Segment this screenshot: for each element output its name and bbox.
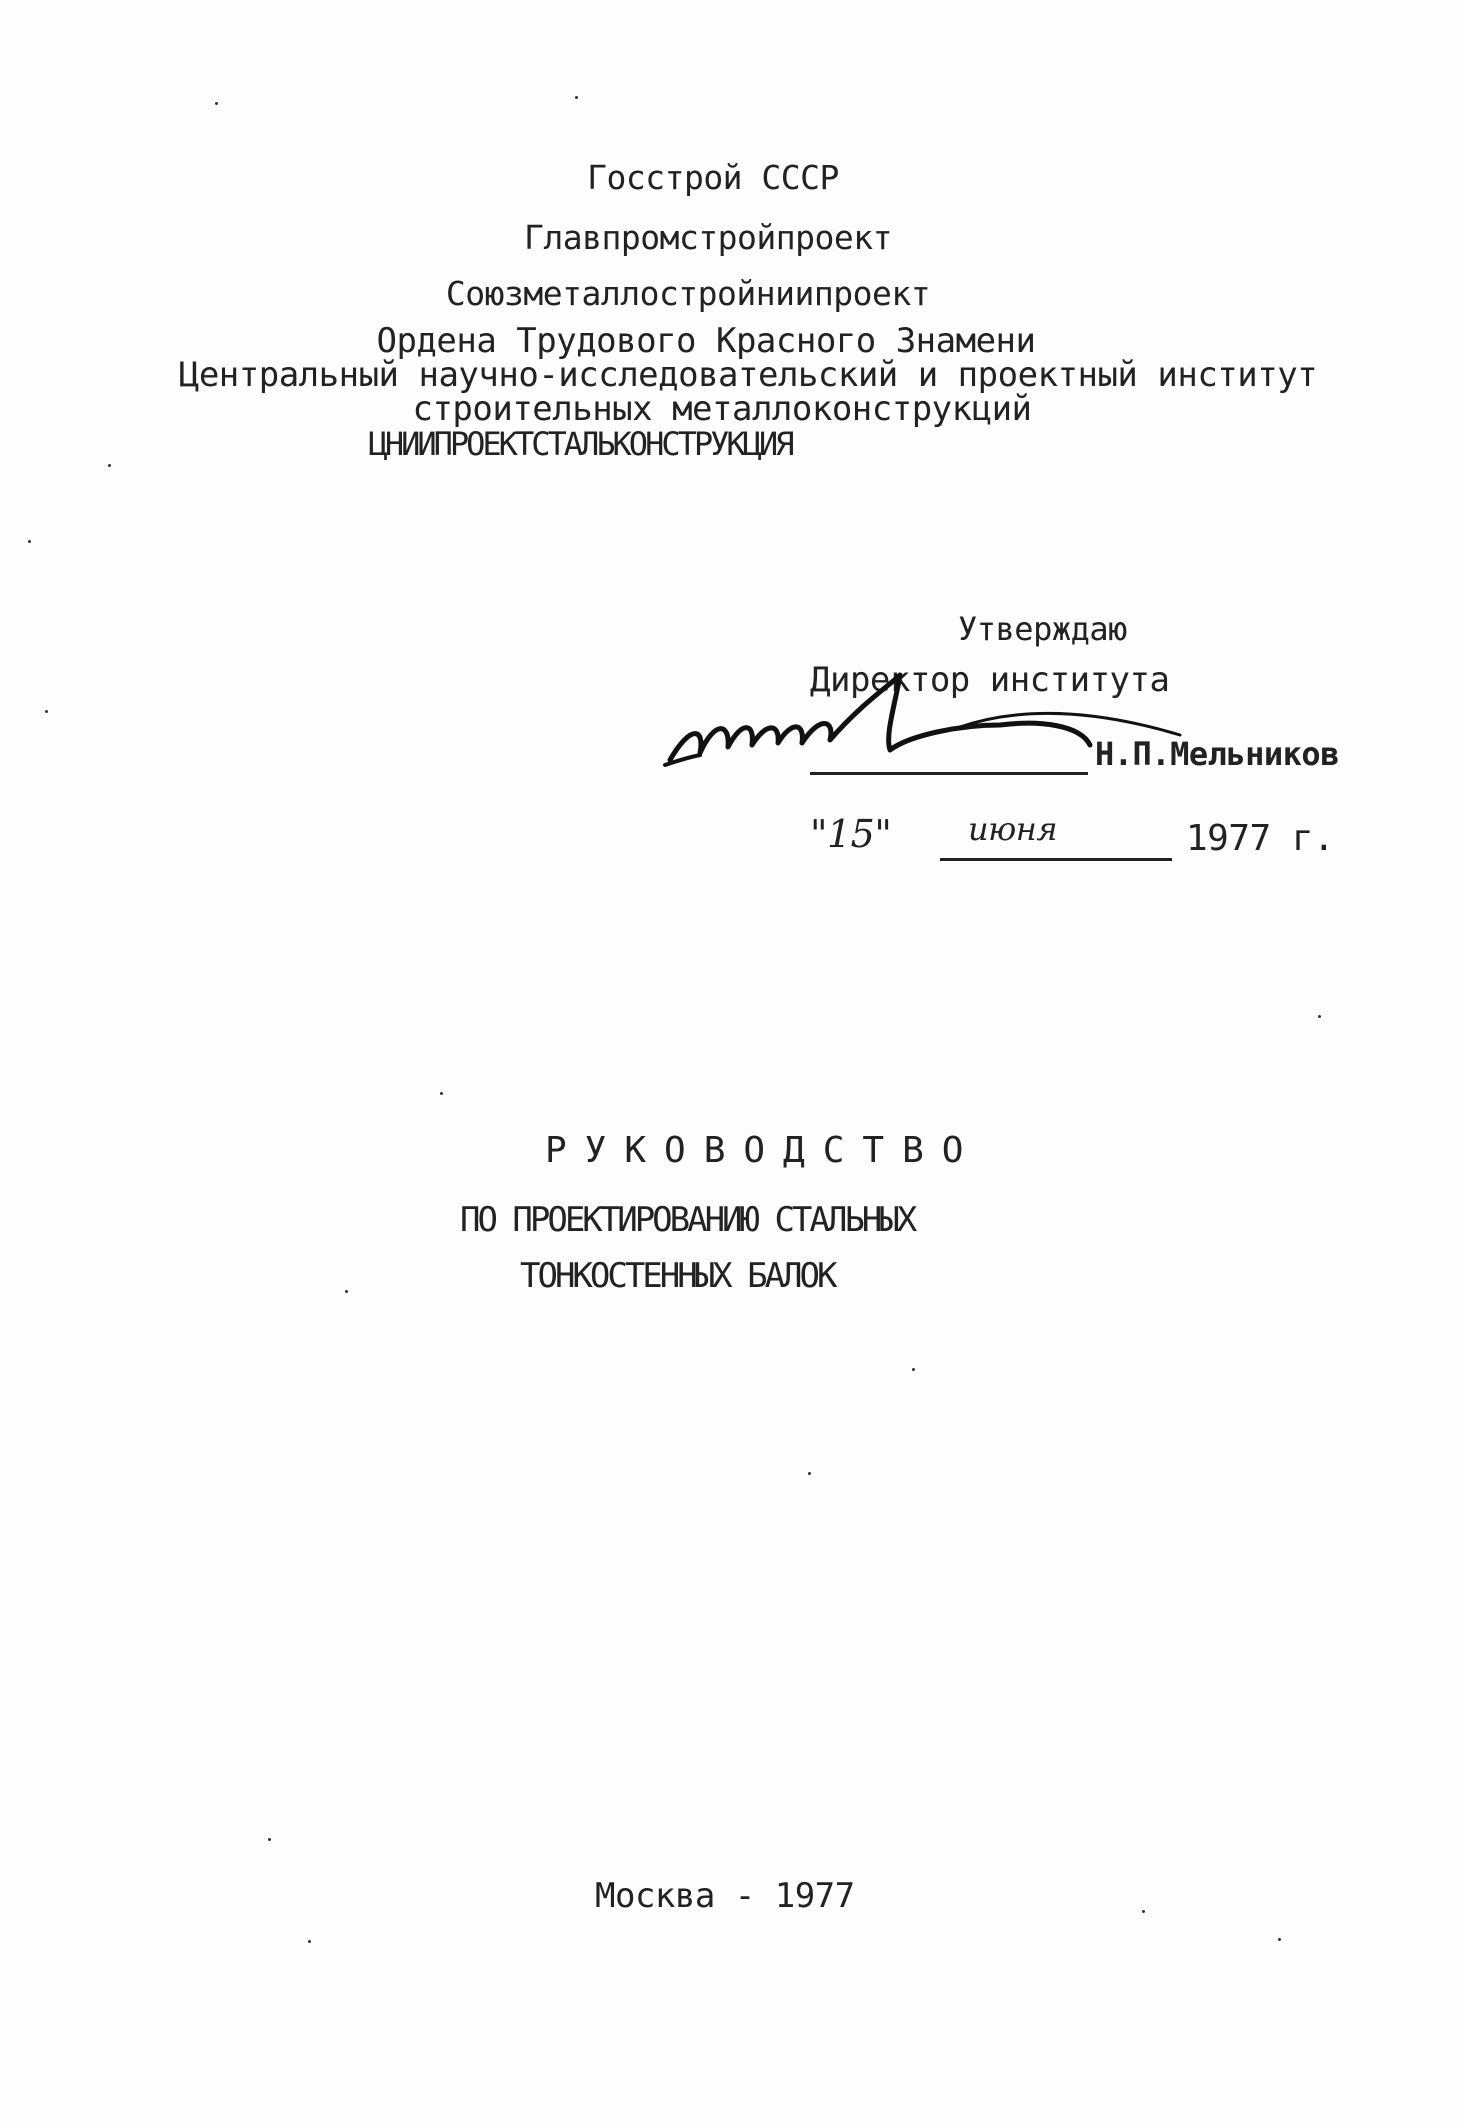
scan-speck xyxy=(440,1092,443,1095)
scan-speck xyxy=(268,1838,271,1841)
scan-speck xyxy=(108,464,111,467)
date-day: "15" xyxy=(810,812,892,856)
scan-speck xyxy=(345,1290,348,1293)
document-subtitle-line2: ТОНКОСТЕННЫХ БАЛОК xyxy=(520,1256,835,1296)
scan-speck xyxy=(912,1368,915,1371)
institute-abbreviation: ЦНИИПРОЕКТСТАЛЬКОНСТРУКЦИЯ xyxy=(368,425,792,463)
document-subtitle-line1: ПО ПРОЕКТИРОВАНИЮ СТАЛЬНЫХ xyxy=(460,1200,915,1240)
org-glavpromstroyproekt: Главпромстройпроект xyxy=(524,218,892,257)
scan-speck xyxy=(1142,1910,1145,1913)
scan-speck xyxy=(575,96,578,99)
scan-speck xyxy=(215,102,218,105)
scan-speck xyxy=(1278,1938,1281,1941)
approve-label: Утверждаю xyxy=(958,610,1127,648)
date-month: июня xyxy=(968,810,1058,848)
handwritten-signature xyxy=(660,665,1220,795)
date-year: 1977 г. xyxy=(1186,818,1335,859)
order-title: Ордена Трудового Красного Знамени xyxy=(376,321,1036,361)
scan-speck xyxy=(1318,1015,1321,1018)
scan-speck xyxy=(45,710,48,713)
org-soyuzmetallostroy: Союзметаллостройниипроект xyxy=(445,274,931,313)
director-position: Директор института xyxy=(810,660,1170,700)
signer-name: Н.П.Мельников xyxy=(1095,735,1339,773)
scan-speck xyxy=(808,1472,811,1475)
institute-name-line2: строительных металлоконструкций xyxy=(412,389,1032,429)
place-and-year: Москва - 1977 xyxy=(595,1876,855,1916)
date-month-underline xyxy=(940,858,1172,861)
scan-speck xyxy=(308,1940,311,1943)
document-title: РУКОВОДСТВО xyxy=(545,1130,982,1171)
signature-underline xyxy=(810,772,1088,775)
scan-speck xyxy=(28,540,31,543)
institute-name-line1: Центральный научно-исследовательский и проектный институт xyxy=(178,355,1318,395)
org-gosstroy: Госстрой СССР xyxy=(587,158,839,197)
